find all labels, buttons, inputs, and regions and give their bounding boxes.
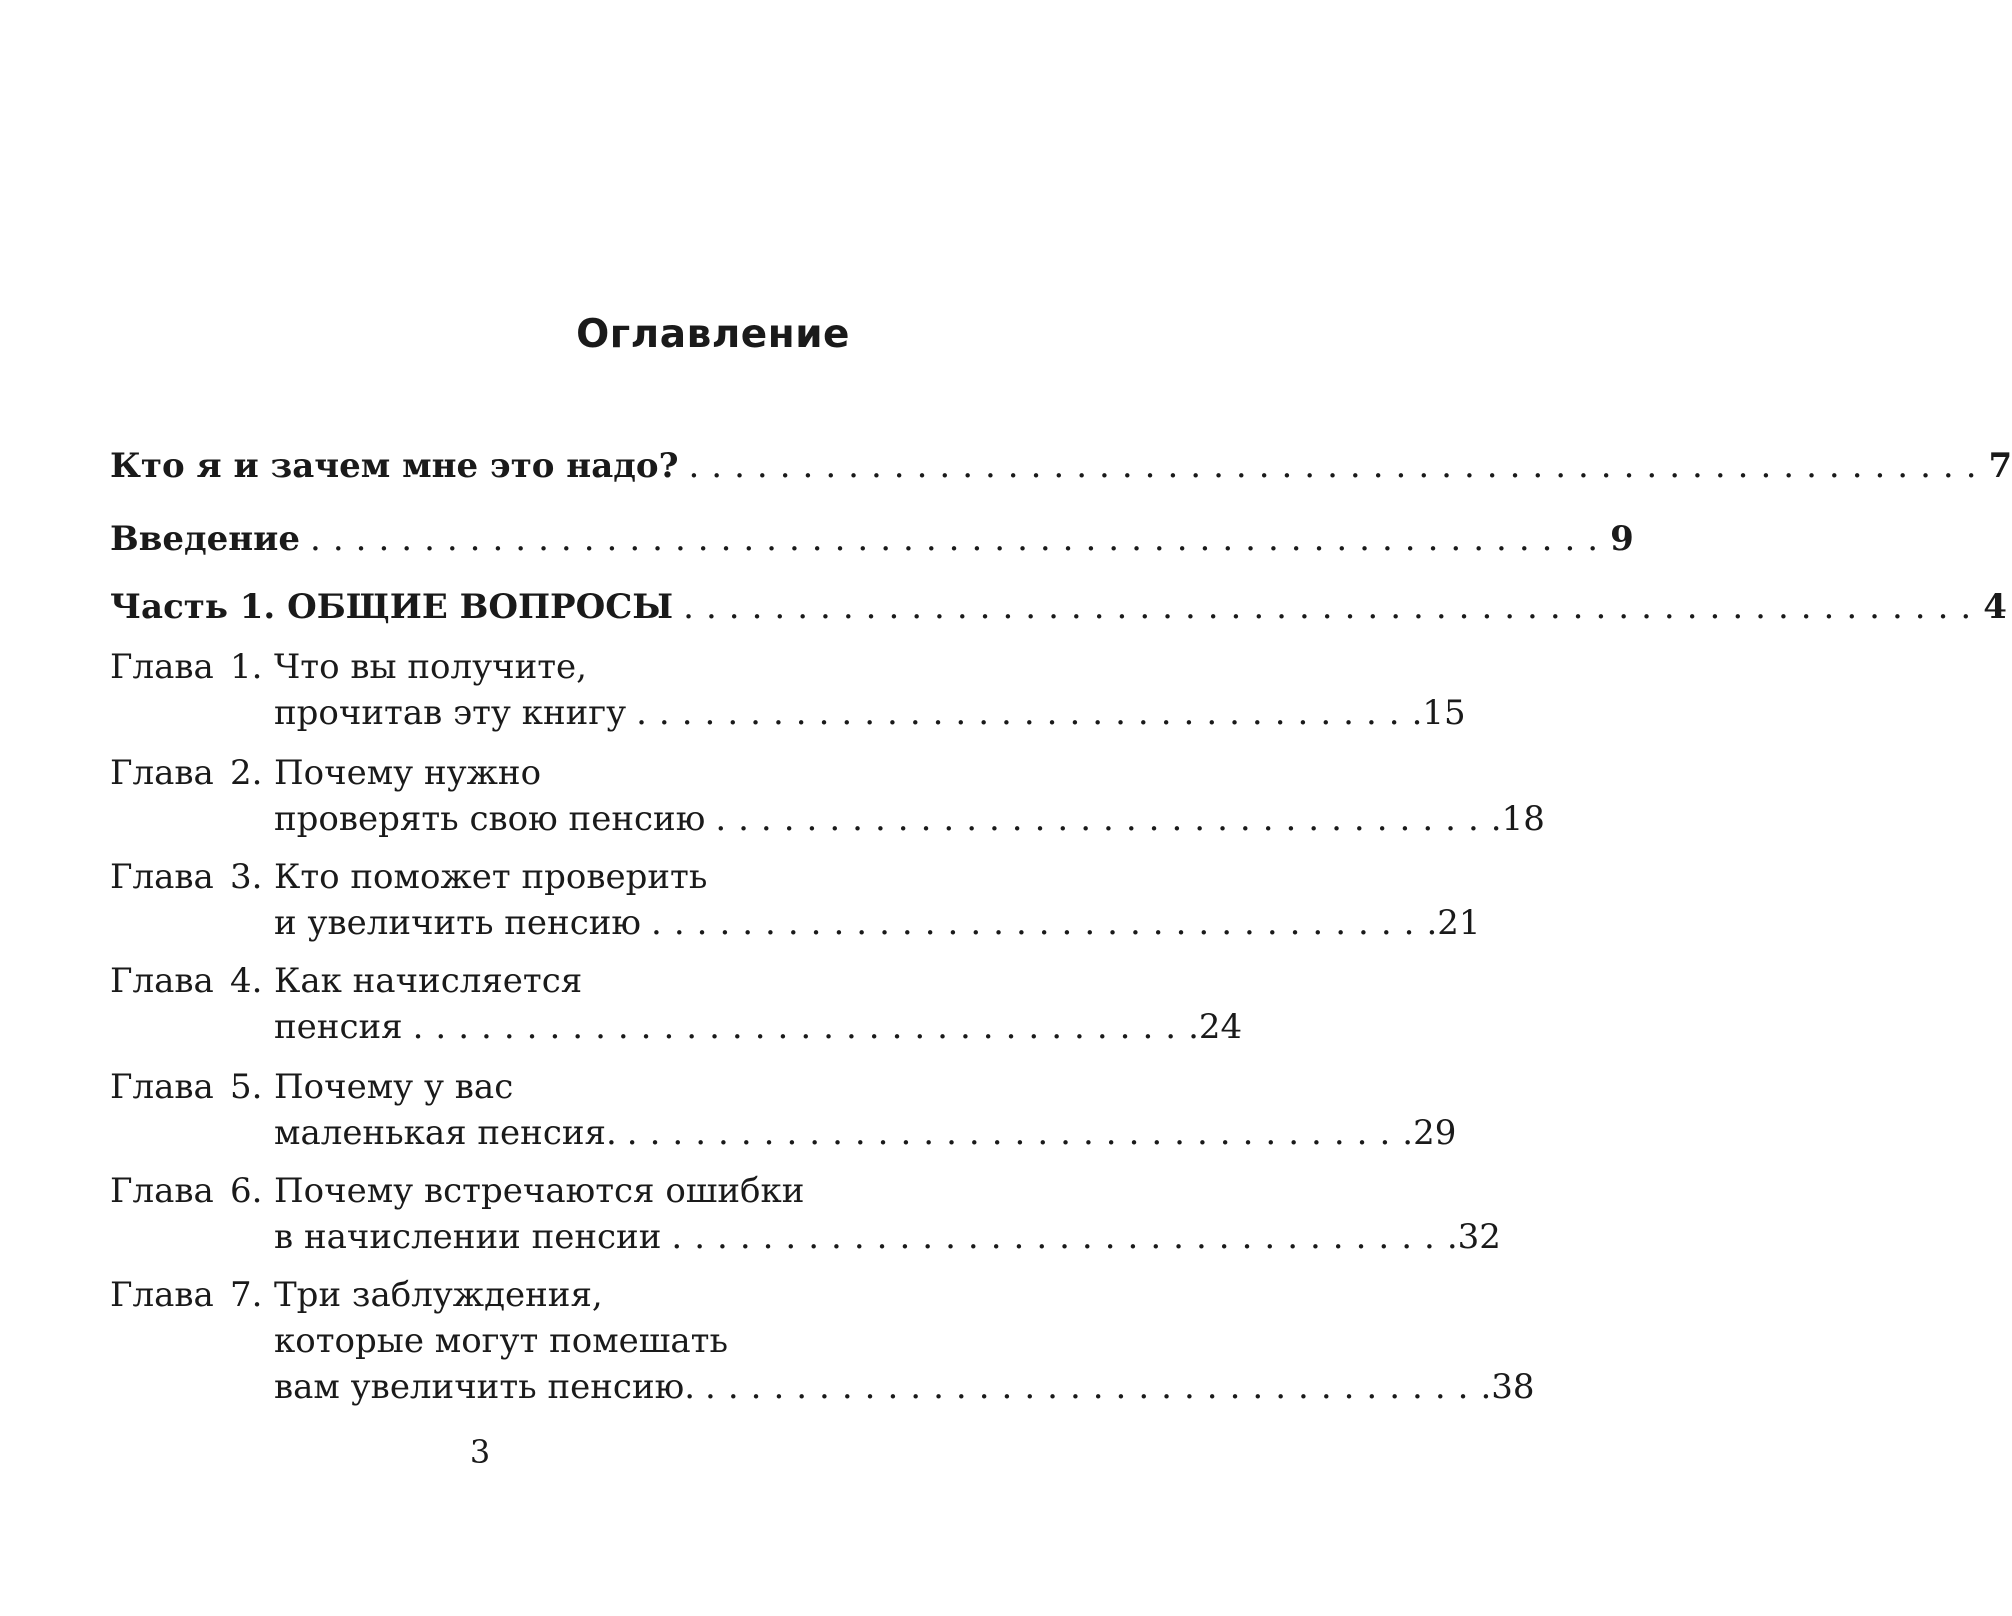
dot-leader: .........................................................: [683, 587, 1984, 627]
dot-leader: .........................................................: [310, 519, 1611, 559]
chapter-page: .38: [1480, 1367, 1535, 1407]
chapter-title-line: проверять свою пенсию: [274, 799, 706, 839]
toc-entry-page: 7: [1988, 446, 2012, 486]
dot-leader: ..................................: [671, 1217, 1447, 1257]
toc-entry-introduction[interactable]: [110, 516, 1634, 562]
chapter-number: 7.: [230, 1275, 263, 1315]
toc-entry-page: 4: [1983, 587, 2007, 627]
dot-leader: .........................................................: [688, 446, 1989, 486]
chapter-title-line: Почему встречаются ошибки: [274, 1171, 805, 1211]
chapter-number: 2.: [230, 753, 263, 793]
toc-entry-part-1[interactable]: [110, 584, 2007, 630]
chapter-title-line: маленькая пенсия.: [274, 1113, 617, 1153]
chapter-label: Глава: [110, 857, 214, 897]
chapter-title-line: которые могут помешать: [274, 1321, 729, 1361]
chapter-label: Глава: [110, 961, 214, 1001]
chapter-page: .32: [1446, 1217, 1501, 1257]
page-number: 3: [469, 1433, 491, 1471]
chapter-label: Глава: [110, 1275, 214, 1315]
chapter-title-line: прочитав эту книгу: [274, 693, 627, 733]
chapter-number: 5.: [230, 1067, 263, 1107]
chapter-page: .21: [1426, 903, 1481, 943]
chapter-label: Глава: [110, 1067, 214, 1107]
chapter-title: [274, 1168, 1501, 1260]
chapter-page: .18: [1490, 799, 1545, 839]
toc-entry-text: Кто я и зачем мне это надо?: [110, 446, 679, 486]
dot-leader: ..................................: [715, 799, 1491, 839]
chapter-title-line: в начислении пенсии: [274, 1217, 662, 1257]
toc-entry-about[interactable]: [110, 443, 2012, 489]
chapter-title-line: Почему нужно: [274, 753, 542, 793]
chapter-title-line: пенсия: [274, 1007, 403, 1047]
chapter-title: [274, 854, 1481, 946]
chapter-title: [274, 1064, 1457, 1156]
page-title: Оглавление: [576, 312, 850, 357]
chapter-title-line: Почему у вас: [274, 1067, 514, 1107]
chapter-title: [274, 750, 1545, 842]
chapter-number: 3.: [230, 857, 263, 897]
chapter-title: [274, 1272, 1535, 1410]
chapter-title-line: Кто поможет проверить: [274, 857, 708, 897]
chapter-number: 4.: [230, 961, 263, 1001]
toc-entry-text: Часть 1. ОБЩИЕ ВОПРОСЫ: [110, 587, 674, 627]
chapter-number: 6.: [230, 1171, 263, 1211]
chapter-title: [274, 958, 1243, 1050]
chapter-page: .24: [1188, 1007, 1243, 1047]
chapter-label: Глава: [110, 647, 214, 687]
chapter-label: Глава: [110, 753, 214, 793]
chapter-number: 1.: [230, 647, 263, 687]
chapter-label: Глава: [110, 1171, 214, 1211]
dot-leader: ..................................: [636, 693, 1412, 733]
chapter-page: .29: [1402, 1113, 1457, 1153]
chapter-title-line: Что вы получите,: [274, 647, 587, 687]
chapter-title: [274, 644, 1466, 736]
dot-leader: ..................................: [651, 903, 1427, 943]
dot-leader: ..................................: [626, 1113, 1403, 1153]
chapter-title-line: вам увеличить пенсию.: [274, 1367, 696, 1407]
toc-entry-page: 9: [1610, 519, 1634, 559]
chapter-title-line: Как начисляется: [274, 961, 583, 1001]
toc-entry-text: Введение: [110, 519, 301, 559]
dot-leader: ..................................: [705, 1367, 1481, 1407]
chapter-title-line: и увеличить пенсию: [274, 903, 642, 943]
dot-leader: ..................................: [412, 1007, 1189, 1047]
chapter-page: .15: [1411, 693, 1466, 733]
chapter-title-line: Три заблуждения,: [274, 1275, 603, 1315]
